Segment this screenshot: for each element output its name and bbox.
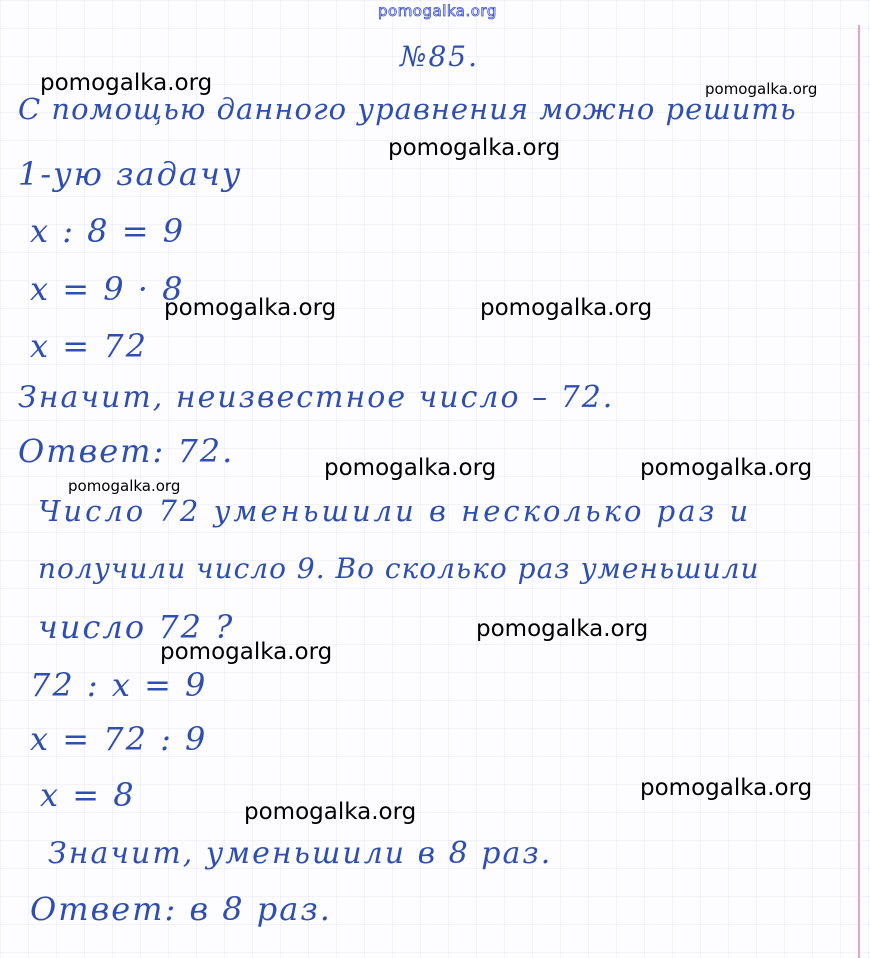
text-line-1: С помощью данного уравнения можно решить: [18, 92, 797, 126]
equation-6: x = 8: [40, 776, 136, 814]
answer-1: Ответ: 72.: [18, 432, 235, 470]
watermark-top: pomogalka.org: [378, 2, 497, 20]
problem-line-2: получили число 9. Во сколько раз уменьшили: [38, 552, 760, 585]
watermark: pomogalka.org: [244, 799, 417, 825]
equation-3: x = 72: [30, 327, 148, 365]
watermark: pomogalka.org: [705, 80, 818, 98]
watermark: pomogalka.org: [68, 477, 181, 495]
watermark: pomogalka.org: [388, 135, 561, 161]
equation-5: x = 72 : 9: [30, 720, 208, 758]
task-number: №85.: [400, 40, 480, 73]
equation-1: x : 8 = 9: [30, 212, 186, 250]
problem-line-1: Число 72 уменьшили в несколько раз и: [38, 494, 752, 528]
watermark: pomogalka.org: [640, 775, 813, 801]
watermark: pomogalka.org: [160, 639, 333, 665]
equation-4: 72 : x = 9: [30, 666, 208, 704]
text-line-2: 1-ую задачу: [18, 155, 243, 193]
equation-2: x = 9 · 8: [30, 270, 185, 308]
watermark: pomogalka.org: [324, 455, 497, 481]
margin-line: [858, 25, 860, 958]
answer-2: Ответ: в 8 раз.: [30, 890, 332, 928]
watermark: pomogalka.org: [164, 295, 337, 321]
conclusion-2: Значит, уменьшили в 8 раз.: [48, 836, 553, 871]
problem-line-3: число 72 ?: [38, 608, 235, 646]
watermark: pomogalka.org: [40, 70, 213, 96]
watermark: pomogalka.org: [640, 455, 813, 481]
watermark: pomogalka.org: [480, 295, 653, 321]
conclusion-1: Значит, неизвестное число – 72.: [18, 380, 615, 415]
watermark: pomogalka.org: [476, 616, 649, 642]
